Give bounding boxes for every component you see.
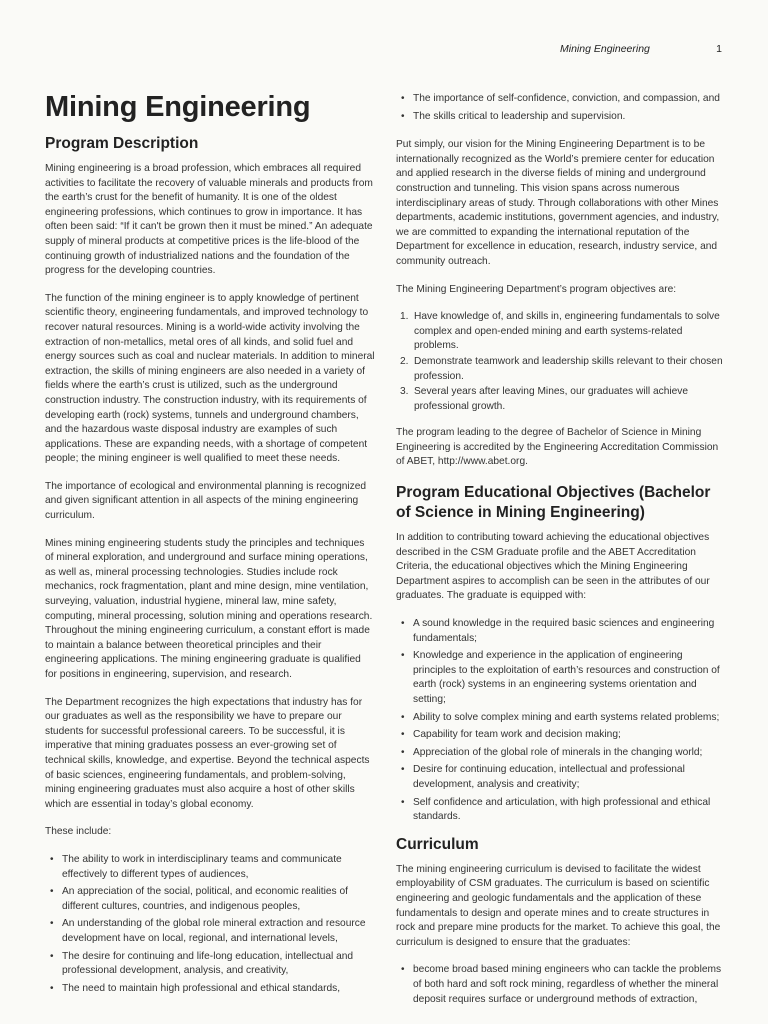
list-item: • The ability to work in interdisciplinary teams and communicate effectively to different types of audiences, — [62, 853, 375, 882]
page-title: Mining Engineering — [45, 91, 311, 123]
program-objectives-list — [396, 310, 726, 414]
objective-text: Several years after leaving Mines, our graduates will achieve professional growth. — [414, 386, 689, 412]
curriculum-goals-list — [396, 963, 726, 1007]
left-column — [45, 88, 375, 1006]
paragraph: The Department recognizes the high expectations that industry has for our graduates as well as the responsibility we have to prepare our students for successful professional careers. To be successful, it is imperative that mining graduates possess an ever-growing set of technical skills, knowledge, and expertise. Beyond the technical aspects of basic sciences, engineering fundamentals, and problem-solving, mining engineering graduates must also acquire a host of other skills which are essential in today’s global economy. — [45, 696, 370, 810]
section-heading-educational-objectives: Program Educational Objectives (Bachelor of Science in Mining Engineering) — [396, 484, 711, 522]
list-item: • An understanding of the global role mineral extraction and resource development have on local, regional, and international levels, — [62, 917, 375, 946]
objective-number: 1. — [400, 311, 409, 323]
paragraph: The function of the mining engineer is to apply knowledge of pertinent scientific theory, engineering fundamentals, and improved technology to recover natural resources. Mining is a world-wide activity involving the extraction of non-metallics, metal ores of all kinds, and solid fuel and energy sources such as coal and nuclear materials. In addition to mineral extraction, the skills of mining engineers are also needed in a variety of fields where the earth’s crust is utilized, such as the underground construction industry. The construction industry, with its requirements of developing earth (rock) systems, tunnels and underground chambers, and the hazardous waste disposal industry are examples of such applications. These are expanding needs, with a shortage of competent people; the mining engineer is well qualified to meet these needs. — [45, 292, 375, 465]
objective-text: Demonstrate teamwork and leadership skills relevant to their chosen profession. — [414, 355, 723, 382]
list-item: • Knowledge and experience in the application of engineering principles to the exploitation of earth’s resources and construction of earth (rock) systems in an engineering systems orientation and setting; — [413, 649, 726, 707]
objectives-intro: The Mining Engineering Department’s program objectives are: — [396, 283, 677, 295]
graduate-attributes-list — [396, 617, 726, 825]
skills-list-continued — [396, 92, 726, 124]
list-item: • The need to maintain high professional and ethical standards, — [62, 982, 375, 997]
skills-list — [45, 853, 375, 996]
list-item: • Capability for team work and decision making; — [413, 728, 726, 743]
paragraph: Mining engineering is a broad profession, which embraces all required activities to facilitate the recovery of valuable minerals and products from the earth’s crust for the benefit of humanity. It is one of the oldest engineering professions, which continues to grow in importance. It has often been said: “If it can't be grown then it must be mined.” An adequate supply of mineral products at competitive prices is the life-blood of the continuing growth of industrialized nations and the foundation of the progress for the developing countries. — [45, 163, 373, 277]
list-item: • The skills critical to leadership and supervision. — [413, 110, 726, 125]
section-heading-curriculum: Curriculum — [396, 835, 479, 853]
right-column — [396, 92, 726, 1017]
objective-number: 3. — [400, 386, 409, 398]
list-item: • An appreciation of the social, political, and economic realities of different cultures, countries, and indigenous peoples, — [62, 885, 375, 914]
objective-item — [400, 385, 726, 414]
running-head-title: Mining Engineering — [560, 43, 650, 55]
objective-number: 2. — [400, 355, 409, 367]
peo-paragraph: In addition to contributing toward achieving the educational objectives described in the CSM Graduate profile and the ABET Accreditation Criteria, the educational objectives which the Mining Engineering Department aspires to accomplish can be seen in the attributes of our graduates. The graduate is equipped with: — [396, 532, 710, 602]
objective-text: Have knowledge of, and skills in, engineering fundamentals to solve complex and open-ended mining and earth systems-related problems. — [414, 311, 720, 352]
objective-item — [400, 310, 726, 354]
running-head — [560, 43, 730, 55]
abet-paragraph: The program leading to the degree of Bachelor of Science in Mining Engineering is accredited by the Engineering Accreditation Commission of ABET, http://www.abet.org. — [396, 427, 719, 468]
list-item: • A sound knowledge in the required basic sciences and engineering fundamentals; — [413, 617, 726, 646]
list-item: • Appreciation of the global role of minerals in the changing world; — [413, 746, 726, 761]
paragraph: Mines mining engineering students study the principles and techniques of mineral exploration, and underground and surface mining operations, as well as, mineral processing technologies. Studies include rock mechanics, rock fragmentation, plant and mine design, mine ventilation, surveying, valuation, industrial hygiene, mineral law, mine safety, computing, mineral processing, solution mining and operations research. Throughout the mining engineering curriculum, a constant effort is made to maintain a balance between theoretical principles and their engineering applications. The mining engineering graduate is qualified for positions in engineering, supervision, and research. — [45, 537, 373, 680]
list-item: • Desire for continuing education, intellectual and professional development, analysis and creativity; — [413, 763, 726, 792]
list-item: • Self confidence and articulation, with high professional and ethical standards. — [413, 796, 726, 825]
curriculum-paragraph: The mining engineering curriculum is devised to facilitate the widest employability of CSM graduates. The curriculum is based on scientific engineering and geologic fundamentals and the application of these fundamentals to design and operate mines and to create structures in rock and prepare mine products for the market. To achieve this goal, the curriculum is designed to ensure that the graduates: — [396, 863, 721, 948]
section-heading-program-description: Program Description — [45, 135, 199, 152]
list-item: • become broad based mining engineers who can tackle the problems of both hard and soft rock mining, regardless of whether the mineral deposit requires surface or underground methods of extraction, — [413, 963, 726, 1007]
page-number: 1 — [716, 43, 722, 55]
list-item: • The desire for continuing and life-long education, intellectual and professional development, analysis, and creativity, — [62, 950, 375, 979]
list-item: • The importance of self-confidence, conviction, and compassion, and — [413, 92, 726, 107]
vision-paragraph: Put simply, our vision for the Mining Engineering Department is to be internationally recognized as the World’s premiere center for education and applied research in the diverse fields of mining and underground construction and tunneling. This vision spans across numerous interdisciplinary areas of study. Through collaborations with other Mines departments, academic institutions, government agencies, and industry, we are committed to expanding the international reputation of the Department for excellence in education, research, industry service, and community outreach. — [396, 139, 720, 267]
objective-item — [400, 355, 726, 384]
paragraph: These include: — [45, 826, 112, 838]
list-item: • Ability to solve complex mining and earth systems related problems; — [413, 711, 726, 726]
paragraph: The importance of ecological and environmental planning is recognized and given significant attention in all aspects of the mining engineering curriculum. — [45, 480, 367, 522]
